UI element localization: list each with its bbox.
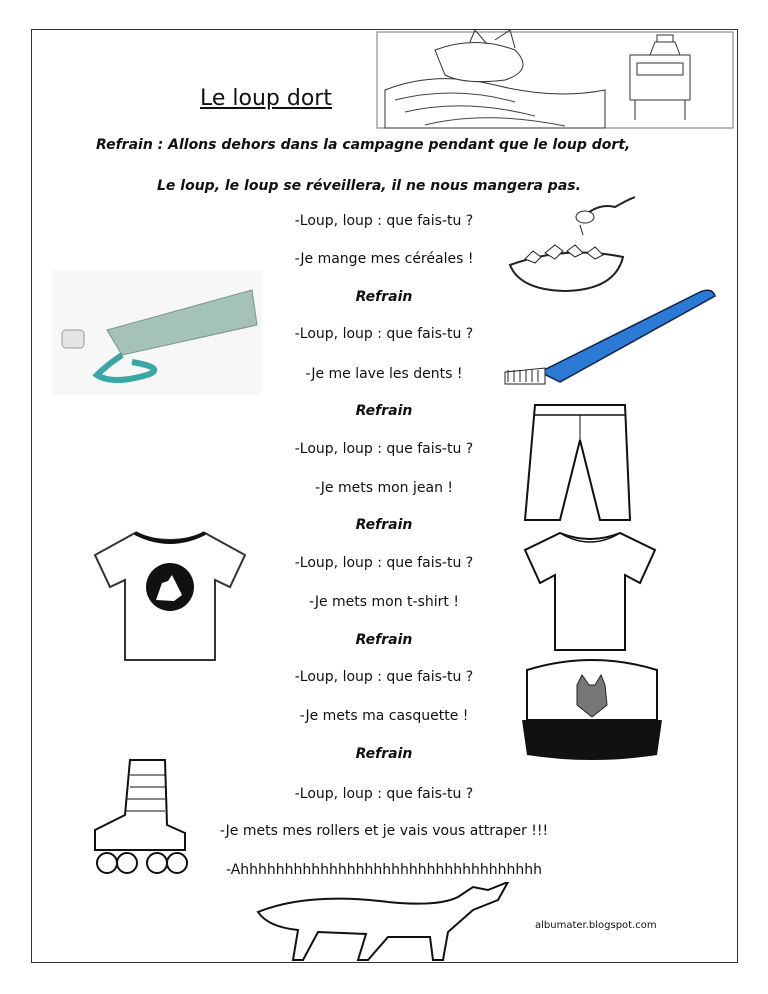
- verse-6-answer: -Je mets mes rollers et je vais vous attraper !!!: [219, 823, 549, 839]
- wolf-cap-icon: [517, 655, 667, 765]
- verse-5-answer: -Je mets ma casquette !: [299, 708, 469, 724]
- verse-2-chorus: Refrain: [355, 403, 413, 419]
- howling-wolf-icon: [248, 882, 513, 962]
- refrain-line-2: Le loup, le loup se réveillera, il ne nous mangera pas.: [157, 178, 581, 194]
- verse-1-question: -Loup, loup : que fais-tu ?: [294, 213, 474, 229]
- verse-4-chorus: Refrain: [355, 632, 413, 648]
- verse-5-chorus: Refrain: [355, 746, 413, 762]
- cereal-bowl-icon: [505, 195, 635, 295]
- page-title: Le loup dort: [200, 86, 332, 111]
- final-howl: -Ahhhhhhhhhhhhhhhhhhhhhhhhhhhhhhhhhh: [225, 862, 542, 878]
- verse-2-answer: -Je me lave les dents !: [305, 366, 463, 382]
- verse-4-answer: -Je mets mon t-shirt !: [309, 594, 459, 610]
- verse-2-question: -Loup, loup : que fais-tu ?: [294, 326, 474, 342]
- verse-3-question: -Loup, loup : que fais-tu ?: [294, 441, 474, 457]
- roller-skate-icon: [85, 755, 195, 880]
- toothpaste-icon: [52, 270, 262, 395]
- verse-1-answer: -Je mange mes céréales !: [294, 251, 474, 267]
- jeans-icon: [505, 400, 650, 525]
- sleeping-wolf-bed-illustration: [375, 30, 735, 130]
- verse-6-question: -Loup, loup : que fais-tu ?: [294, 786, 474, 802]
- verse-3-answer: -Je mets mon jean !: [314, 480, 454, 496]
- wolf-tshirt-icon: [90, 525, 250, 665]
- verse-4-question: -Loup, loup : que fais-tu ?: [294, 555, 474, 571]
- toothbrush-icon: [500, 282, 720, 387]
- refrain-line-1: Refrain : Allons dehors dans la campagne pendant que le loup dort,: [96, 137, 631, 153]
- tshirt-outline-icon: [520, 525, 660, 655]
- verse-5-question: -Loup, loup : que fais-tu ?: [294, 669, 474, 685]
- verse-3-chorus: Refrain: [355, 517, 413, 533]
- verse-1-chorus: Refrain: [355, 289, 413, 305]
- blog-credit: albumater.blogspot.com: [535, 920, 657, 931]
